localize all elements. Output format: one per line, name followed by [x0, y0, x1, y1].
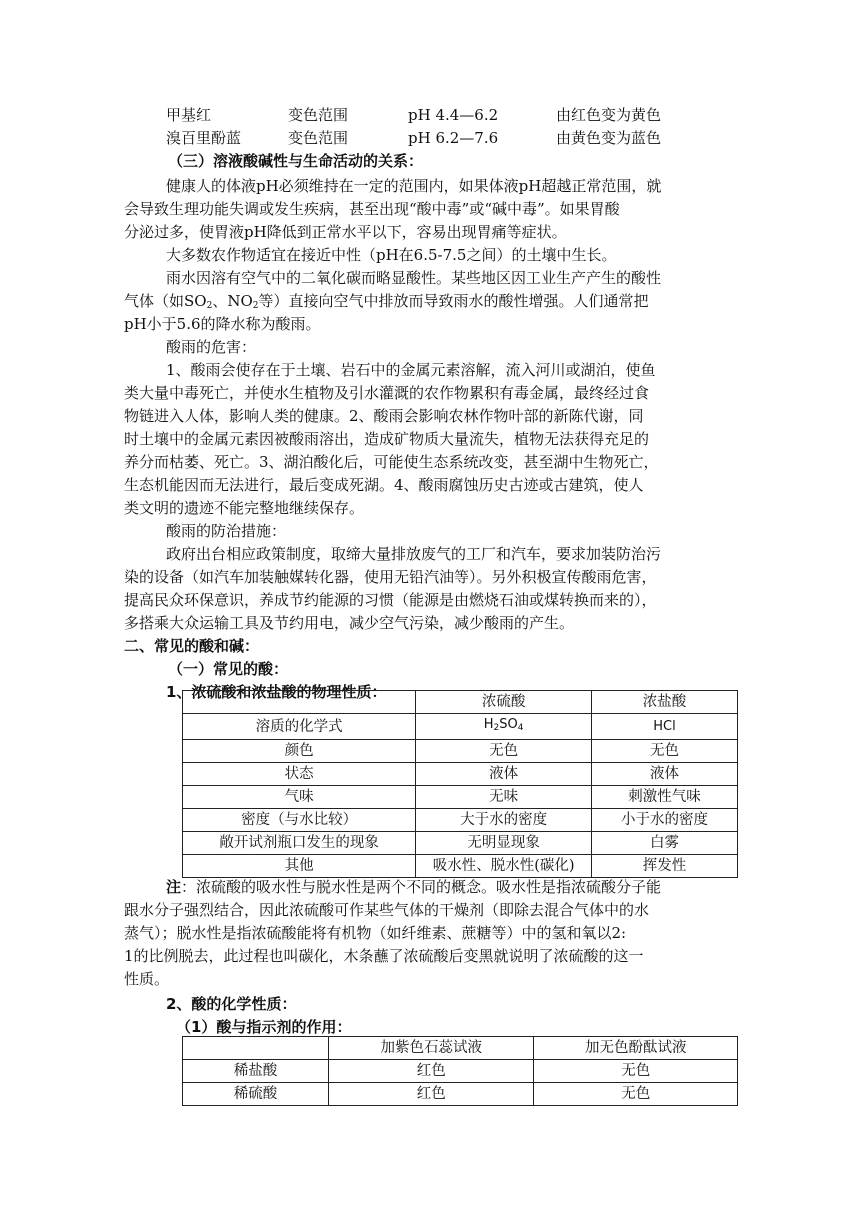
- section-heading: （三）溶液酸碱性与生命活动的关系：: [168, 152, 424, 170]
- subscript: 2: [493, 723, 500, 733]
- note-paragraph: [166, 876, 661, 898]
- indicator-name: 溴百里酚蓝: [166, 129, 242, 147]
- sub-heading: 酸雨的危害：: [166, 338, 257, 356]
- section-heading: （1）酸与指示剂的作用：: [176, 1018, 352, 1036]
- table-cell: 吸水性、脱水性(碳化): [416, 855, 592, 878]
- table-cell: 液体: [592, 763, 738, 786]
- paragraph-line: 1的比例脱去，此过程也叫碳化，木条蘸了浓硫酸后变黑就说明了浓硫酸的这一: [124, 947, 644, 965]
- paragraph-line: 蒸气）；脱水性是指浓硫酸能将有机物（如纤维素、蔗糖等）中的氢和氧以2:: [124, 924, 627, 942]
- table-cell: 红色: [328, 1060, 534, 1083]
- table-cell: 红色: [328, 1083, 534, 1106]
- table-row: [183, 786, 738, 809]
- indicator-color-change: 由黄色变为蓝色: [556, 129, 662, 147]
- table-cell: 小于水的密度: [592, 809, 738, 832]
- table-row-label: 稀盐酸: [183, 1060, 329, 1083]
- indicator-name: 甲基红: [166, 106, 212, 124]
- paragraph-line: 雨水因溶有空气中的二氧化碳而略显酸性。某些地区因工业生产产生的酸性: [166, 269, 662, 287]
- table-header-cell: 浓硫酸: [416, 691, 592, 714]
- table-header-row: [183, 691, 738, 714]
- paragraph-line: 类大量中毒死亡，并使水生植物及引水灌溉的农作物累积有毒金属，最终经过食: [124, 384, 650, 402]
- table-header-row: [183, 1037, 738, 1060]
- table-cell: 白雾: [592, 832, 738, 855]
- text-segment: ：浓硫酸的吸水性与脱水性是两个不同的概念。吸水性是指浓硫酸分子能: [181, 878, 662, 896]
- properties-table: [182, 690, 738, 878]
- table-row-label: 其他: [183, 855, 416, 878]
- table-row-label: 敞开试剂瓶口发生的现象: [183, 832, 416, 855]
- paragraph-line: 染的设备（如汽车加装触媒转化器，使用无铅汽油等）。另外积极宣传酸雨危害，: [124, 568, 657, 586]
- table-cell: 无明显现象: [416, 832, 592, 855]
- table-cell: 无色: [534, 1083, 738, 1106]
- indicator-ph-range: pH 6.2—7.6: [408, 129, 499, 147]
- subscript: 2: [206, 301, 213, 311]
- paragraph-line: 分泌过多，使胃液pH降低到正常水平以下，容易出现胃痛等症状。: [124, 223, 567, 241]
- table-cell: 大于水的密度: [416, 809, 592, 832]
- table-row-label: 气味: [183, 786, 416, 809]
- section-heading: 二、常见的酸和碱：: [124, 637, 260, 655]
- table-cell: 无色: [592, 740, 738, 763]
- table-row-label: 溶质的化学式: [183, 714, 416, 740]
- table-header-cell: 加无色酚酞试液: [534, 1037, 738, 1060]
- table-row-label: 密度（与水比较）: [183, 809, 416, 832]
- paragraph-line: 提高民众环保意识，养成节约能源的习惯（能源是由燃烧石油或煤转换而来的），: [124, 591, 657, 609]
- table-row: [183, 740, 738, 763]
- table-row-label: 颜色: [183, 740, 416, 763]
- table-row: [183, 1083, 738, 1106]
- table-cell: [416, 714, 592, 740]
- paragraph-line: 政府出台相应政策制度，取缔大量排放废气的工厂和汽车，要求加装防治污: [166, 545, 662, 563]
- formula-part: SO: [499, 717, 518, 732]
- note-label: 注: [166, 878, 182, 896]
- table-row: [183, 855, 738, 878]
- paragraph-line: 养分而枯萎、死亡。3、湖泊酸化后，可能使生态系统改变，甚至湖中生物死亡，: [124, 453, 659, 471]
- sub-heading: 酸雨的防治措施：: [166, 522, 287, 540]
- section-heading: 1、浓硫酸和浓盐酸的物理性质：: [166, 683, 387, 701]
- table-row: [183, 832, 738, 855]
- table-cell: 刺激性气味: [592, 786, 738, 809]
- table-header-cell: 加紫色石蕊试液: [328, 1037, 534, 1060]
- paragraph-line: 会导致生理功能失调或发生疾病，甚至出现“酸中毒”或“碱中毒”。如果胃酸: [124, 200, 620, 218]
- table-cell: 无色: [534, 1060, 738, 1083]
- table-cell: [183, 691, 416, 714]
- section-heading: （一）常见的酸：: [168, 660, 289, 678]
- paragraph-line: 生态机能因而无法进行，最后变成死湖。4、酸雨腐蚀历史古迹或古建筑，使人: [124, 476, 644, 494]
- indicator-color-change: 由红色变为黄色: [556, 106, 662, 124]
- paragraph-line: 跟水分子强烈结合，因此浓硫酸可作某些气体的干燥剂（即除去混合气体中的水: [124, 901, 650, 919]
- table-row: [183, 809, 738, 832]
- table-row-label: 状态: [183, 763, 416, 786]
- paragraph-line: 类文明的遗迹不能完整地继续保存。: [124, 499, 365, 517]
- table-cell: 无味: [416, 786, 592, 809]
- paragraph-line: 大多数农作物适宜在接近中性（pH在6.5-7.5之间）的土壤中生长。: [166, 246, 617, 264]
- table-row: [183, 714, 738, 740]
- indicator-ph-range: pH 4.4—6.2: [408, 106, 499, 124]
- paragraph-line: 性质。: [124, 970, 170, 988]
- table-cell: [183, 1037, 329, 1060]
- paragraph-line: pH小于5.6的降水称为酸雨。: [124, 315, 321, 333]
- table-cell: 液体: [416, 763, 592, 786]
- table-cell: 挥发性: [592, 855, 738, 878]
- subscript: 4: [517, 723, 524, 733]
- table-row-label: 稀硫酸: [183, 1083, 329, 1106]
- text-segment: 气体（如SO: [124, 292, 207, 310]
- table-cell: HCl: [592, 714, 738, 740]
- paragraph-line: 时土壤中的金属元素因被酸雨溶出，造成矿物质大量流失，植物无法获得充足的: [124, 430, 650, 448]
- subscript: 2: [252, 301, 259, 311]
- text-segment: 、NO: [212, 292, 253, 310]
- indicator-range-label: 变色范围: [288, 129, 349, 147]
- paragraph-line: 物链进入人体，影响人类的健康。2、酸雨会影响农林作物叶部的新陈代谢，同: [124, 407, 644, 425]
- table-row: [183, 1060, 738, 1083]
- table-header-cell: 浓盐酸: [592, 691, 738, 714]
- paragraph-line: 多搭乘大众运输工具及节约用电，减少空气污染，减少酸雨的产生。: [124, 614, 575, 632]
- paragraph-line: 1、酸雨会使存在于土壤、岩石中的金属元素溶解，流入河川或湖泊，使鱼: [166, 361, 656, 379]
- section-heading: 2、酸的化学性质：: [166, 995, 297, 1013]
- text-segment: 等）直接向空气中排放而导致雨水的酸性增强。人们通常把: [258, 292, 649, 310]
- indicator-range-label: 变色范围: [288, 106, 349, 124]
- formula-part: H: [483, 717, 494, 732]
- table-cell: 无色: [416, 740, 592, 763]
- indicator-reaction-table: [182, 1036, 738, 1106]
- table-row: [183, 763, 738, 786]
- paragraph-line: 健康人的体液pH必须维持在一定的范围内，如果体液pH超越正常范围，就: [166, 177, 662, 195]
